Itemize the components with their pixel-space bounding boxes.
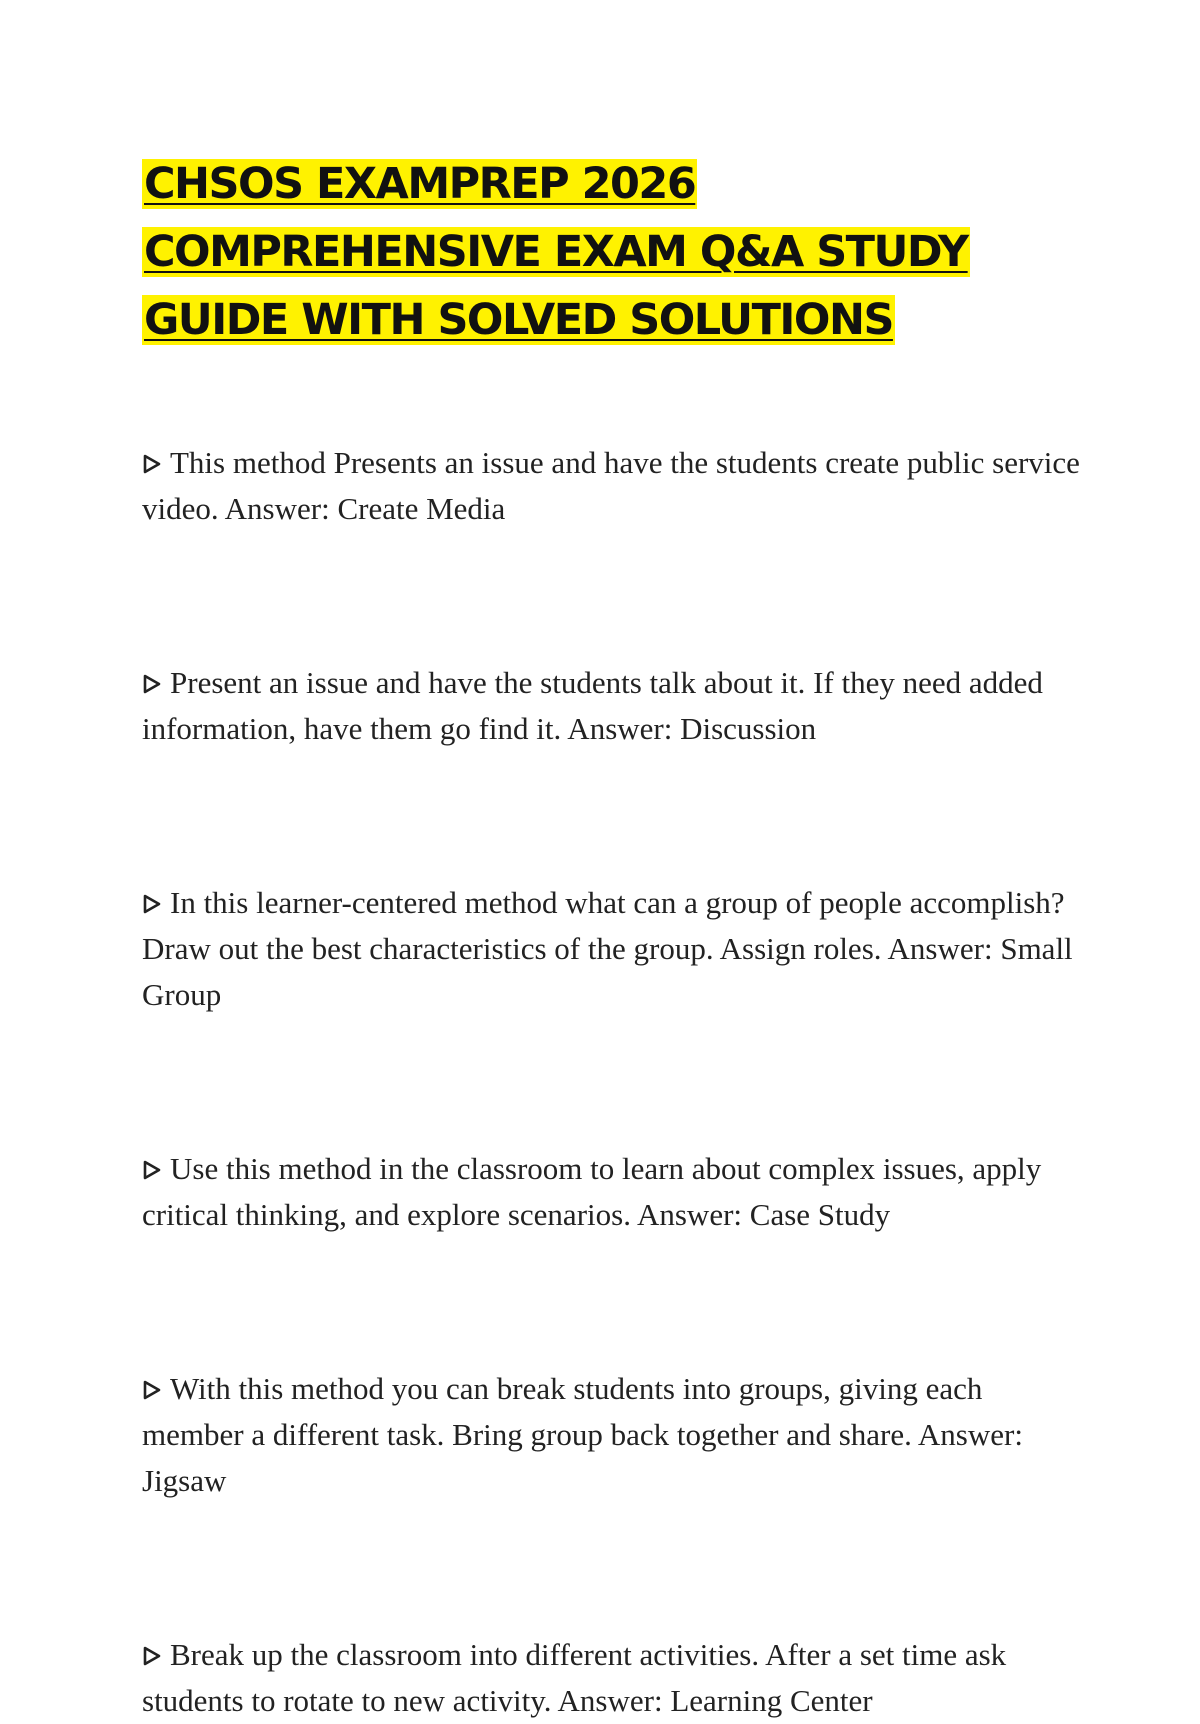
list-item xyxy=(142,1146,1082,1238)
list-item xyxy=(142,1632,1082,1724)
list-item xyxy=(142,660,1082,752)
qa-text: Break up the classroom into different activities. After a set time ask students to rotate to new activity. Answer: Learning Center xyxy=(142,1637,1007,1718)
triangle-right-outline-icon xyxy=(142,453,162,475)
page-title xyxy=(142,150,1072,354)
triangle-right-outline-icon xyxy=(142,673,162,695)
title-block xyxy=(142,150,1072,354)
highlighted-title-text: CHSOS EXAMPREP 2026 COMPREHENSIVE EXAM Q&A STUDY GUIDE WITH SOLVED SOLUTIONS xyxy=(144,159,968,345)
qa-text: In this learner-centered method what can a group of people accomplish? Draw out the best characteristics of the group. Assign roles. Answer: Small Group xyxy=(142,885,1073,1012)
qa-list xyxy=(142,440,1082,1724)
triangle-right-outline-icon xyxy=(142,1379,162,1401)
triangle-right-outline-icon xyxy=(142,893,162,915)
list-item xyxy=(142,440,1082,532)
triangle-right-outline-icon xyxy=(142,1645,162,1667)
triangle-right-outline-icon xyxy=(142,1159,162,1181)
qa-text: With this method you can break students into groups, giving each member a different task. Bring group back together and share. Answer: Jigsaw xyxy=(142,1371,1023,1498)
qa-text: Present an issue and have the students talk about it. If they need added information, have them go find it. Answer: Discussion xyxy=(142,665,1043,746)
qa-text: This method Presents an issue and have the students create public service video. Answer: Create Media xyxy=(142,445,1080,526)
list-item xyxy=(142,880,1082,1018)
qa-text: Use this method in the classroom to learn about complex issues, apply critical thinking, and explore scenarios. Answer: Case Study xyxy=(142,1151,1042,1232)
list-item xyxy=(142,1366,1082,1504)
